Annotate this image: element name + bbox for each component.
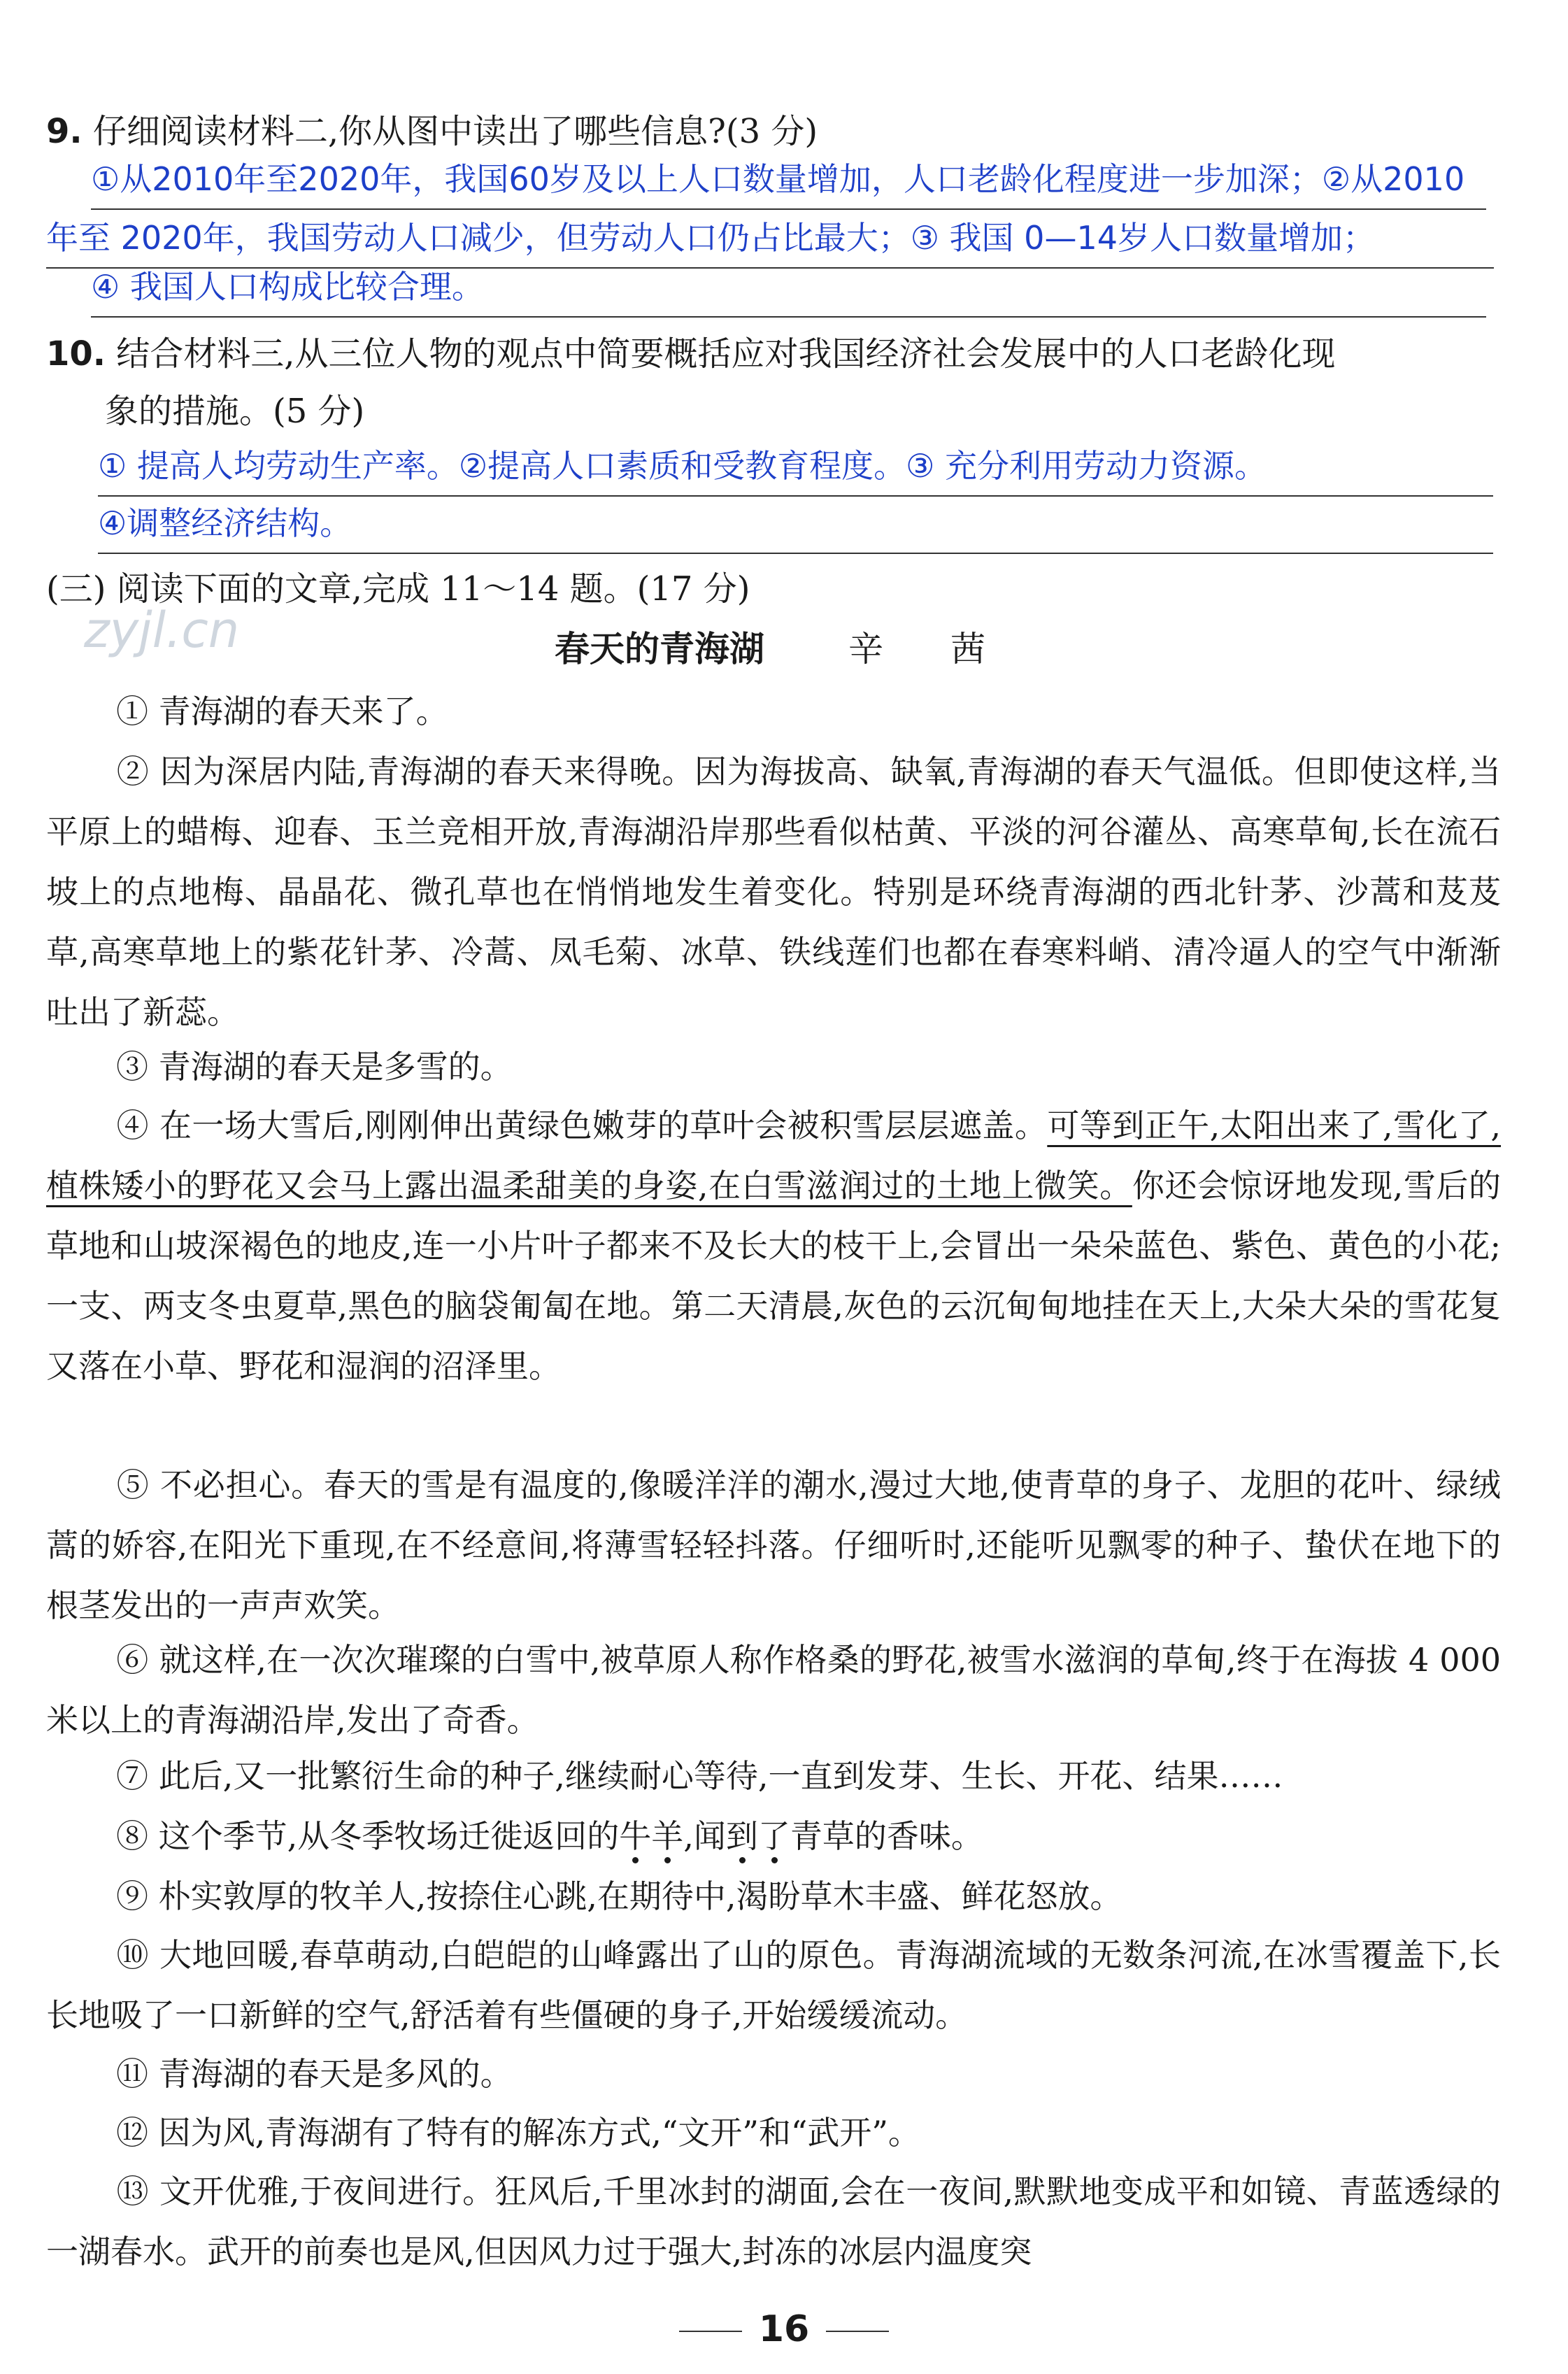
paragraph-text: ⑧ 这个季节,从冬季牧场迁徙返回的 (116, 1817, 620, 1855)
paragraph-12 (46, 2103, 1501, 2163)
page-number: 16 (758, 2308, 810, 2350)
footer-rule (826, 2331, 889, 2332)
dotted-char: 了 (757, 1817, 790, 1855)
watermark: zyjl.cn (84, 602, 240, 659)
question-10-cont: 象的措施。(5 分) (105, 392, 365, 431)
question-number: 10. (46, 334, 106, 374)
paragraph-6 (46, 1630, 1501, 1750)
paragraph-10 (46, 1925, 1501, 2045)
paragraph-3 (46, 1037, 1501, 1097)
paragraph-5 (46, 1455, 1501, 1635)
paragraph-text: ② 因为深居内陆,青海湖的春天来得晚。因为海拔高、缺氧,青海湖的春天气温低。但即使这样,当平原上的蜡梅、迎春、玉兰竞相开放,青海湖沿岸那些看似枯黄、平淡的河谷灌丛、高寒草甸,长在流石坡上的点地梅、晶晶花、微孔草也在悄悄地发生着变化。特别是环绕青海湖的西北针茅、沙蒿和芨芨草,高寒草地上的紫花针茅、冷蒿、凤毛菊、冰草、铁线莲们也都在春寒料峭、清冷逼人的空气中渐渐吐出了新蕊。 (46, 753, 1501, 1031)
question-10 (46, 325, 1501, 383)
answer-line: ④ 我国人口构成比较合理。 (91, 257, 1486, 318)
author: 辛 茜 (848, 629, 1013, 669)
answer-line: 年至 2020年，我国劳动人口减少，但劳动人口仍占比最大；③ 我国 0—14岁人口数量增加； (46, 208, 1494, 269)
paragraph-text: ⑥ 就这样,在一次次璀璨的白雪中,被草原人称作格桑的野花,被雪水滋润的草甸,终于在海拔 4 000 米以上的青海湖沿岸,发出了奇香。 (46, 1641, 1501, 1739)
paragraph-13 (46, 2161, 1501, 2282)
article-title (0, 621, 1568, 677)
paragraph-text: ⑫ 因为风,青海湖有了特有的解冻方式,“文开”和“武开”。 (116, 2114, 920, 2152)
paragraph-9 (46, 1866, 1501, 1926)
paragraph-text: ① 青海湖的春天来了。 (116, 692, 448, 730)
paragraph-text: ④ 在一场大雪后,刚刚伸出黄绿色嫩芽的草叶会被积雪层层遮盖。 (116, 1107, 1048, 1144)
underlined-sentence: 可等到正午,太阳出来了,雪化了,植株矮小的野花又会马上露出温柔甜美的身姿,在白雪滋润过的土地上微笑。 (46, 1107, 1501, 1204)
question-text: 仔细阅读材料二,你从图中读出了哪些信息?(3 分) (92, 112, 818, 151)
paragraph-text: 青草的香味。 (790, 1817, 983, 1855)
footer-rule (679, 2331, 742, 2332)
paragraph-1 (46, 681, 1501, 741)
dotted-char: 羊 (651, 1817, 684, 1855)
question-text: 结合材料三,从三位人物的观点中简要概括应对我国经济社会发展中的人口老龄化现 (116, 334, 1336, 374)
paragraph-text: ⑨ 朴实敦厚的牧羊人,按捺住心跳,在期待中,渴盼草木丰盛、鲜花怒放。 (116, 1877, 1122, 1915)
answer-line: ① 提高人均劳动生产率。②提高人口素质和受教育程度。③ 充分利用劳动力资源。 (98, 436, 1493, 497)
paragraph-4 (46, 1095, 1501, 1396)
paragraph-text: 你还会惊讶地发现,雪后的草地和山坡深褐色的地皮,连一小片叶子都来不及长大的枝干上,会冒出一朵朵蓝色、紫色、黄色的小花;一支、两支冬虫夏草,黑色的脑袋匍匐在地。第二天清晨,灰色的云沉甸甸地挂在天上,大朵大朵的雪花复又落在小草、野花和湿润的沼泽里。 (46, 1167, 1502, 1385)
title-text: 春天的青海湖 (555, 629, 765, 669)
paragraph-text: ③ 青海湖的春天是多雪的。 (116, 1048, 513, 1086)
paragraph-8 (46, 1806, 1501, 1866)
answer-line: ①从2010年至2020年，我国60岁及以上人口数量增加，人口老龄化程度进一步加深；②从2010 (91, 150, 1486, 210)
paragraph-text: ⑬ 文开优雅,于夜间进行。狂风后,千里冰封的湖面,会在一夜间,默默地变成平和如镜、青蓝透绿的一湖春水。武开的前奏也是风,但因风力过于强大,封冻的冰层内温度突 (46, 2173, 1501, 2270)
paragraph-11 (46, 2044, 1501, 2104)
paragraph-text: ⑦ 此后,又一批繁衍生命的种子,继续耐心等待,一直到发芽、生长、开花、结果…… (116, 1757, 1283, 1795)
paragraph-7 (46, 1746, 1501, 1806)
paragraph-text: ⑪ 青海湖的春天是多风的。 (116, 2055, 513, 2093)
question-number: 9. (46, 112, 83, 151)
paragraph-text: ⑩ 大地回暖,春草萌动,白皑皑的山峰露出了山的原色。青海湖流域的无数条河流,在冰雪覆盖下,长长地吸了一口新鲜的空气,舒活着有些僵硬的身子,开始缓缓流动。 (46, 1936, 1501, 2034)
answer-line: ④调整经济结构。 (98, 494, 1493, 554)
paragraph-text: ,闻 (683, 1817, 726, 1855)
paragraph-text: ⑤ 不必担心。春天的雪是有温度的,像暖洋洋的潮水,漫过大地,使青草的身子、龙胆的花叶、绿绒蒿的娇容,在阳光下重现,在不经意间,将薄雪轻轻抖落。仔细听时,还能听见飘零的种子、蛰伏在地下的根茎发出的一声声欢笑。 (46, 1466, 1501, 1624)
dotted-char: 到 (725, 1817, 758, 1855)
dotted-char: 牛 (619, 1817, 652, 1855)
page-footer (0, 2308, 1568, 2350)
paragraph-2 (46, 741, 1501, 1042)
section-heading: (三) 阅读下面的文章,完成 11～14 题。(17 分) (46, 569, 750, 609)
